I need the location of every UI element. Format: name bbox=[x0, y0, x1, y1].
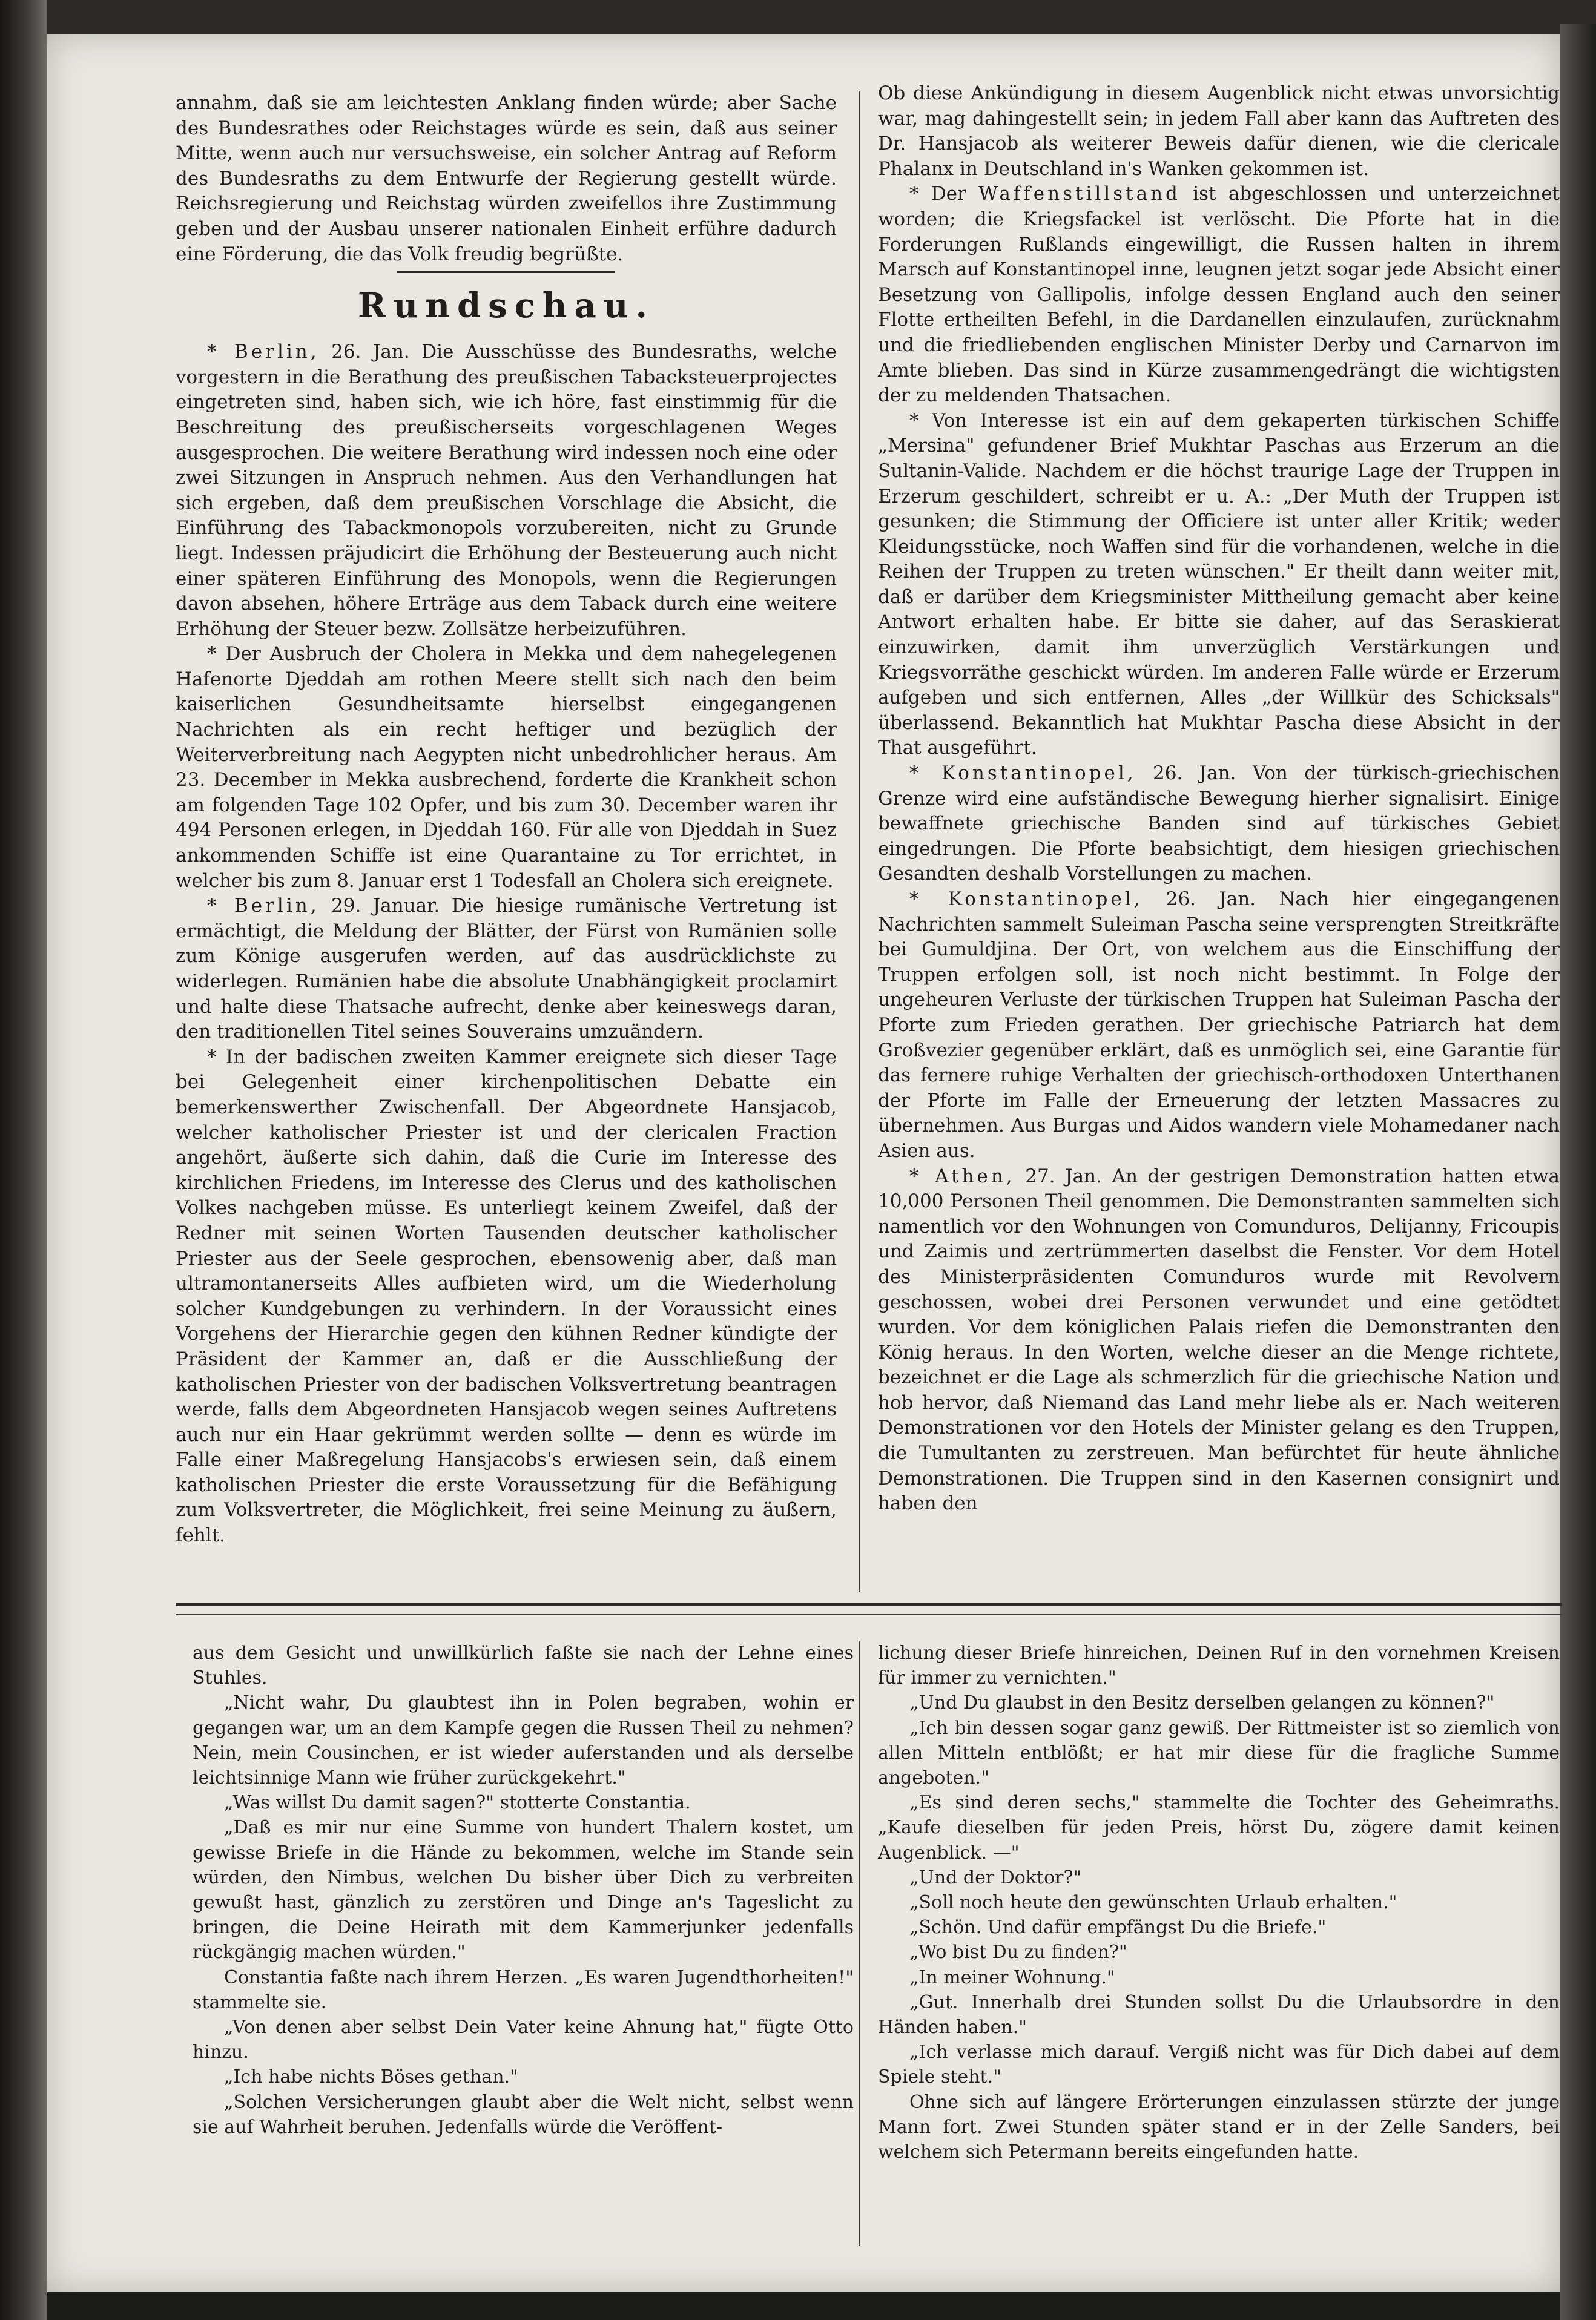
page-edge-bottom bbox=[47, 2292, 1560, 2320]
feuilleton-paragraph: „Ich habe nichts Böses gethan." bbox=[224, 2066, 518, 2088]
feuilleton-separator bbox=[176, 1603, 1562, 1606]
feuilleton-paragraph: Constantia faßte nach ihrem Herzen. „Es waren Jugendthorheiten!" stammelte sie. bbox=[193, 1966, 854, 2013]
column-right bbox=[878, 81, 1560, 1517]
news-lead: * Der bbox=[909, 183, 966, 205]
column-rule-top bbox=[859, 91, 860, 1592]
news-item-cholera: * Der Ausbruch der Cholera in Mekka und dem nahegelegenen Hafenorte Djeddah am rothen Meere stellt sich nach den beim kaiserlichen Gesundheitsamte hierselbst eingegangenen Nachrichten als ein recht heftiger und bezüglich der Weiterverbreitung nach Aegypten nicht unbedrohlicher heraus. Am 23. December in Mekka ausbrechend, forderte die Krankheit schon am folgenden Tage 102 Opfer, und bis zum 30. December waren ihr 494 Personen erlegen, in Djeddah 160. Für alle von Djeddah in Suez ankommenden Schiffe ist eine Quarantaine zu Tor errichtet, in welcher bis zum 8. Januar erst 1 Todesfall an Cholera sich ereignete. bbox=[176, 643, 837, 892]
news-item-berlin-26 bbox=[176, 340, 837, 642]
news-item-athens bbox=[878, 1164, 1560, 1517]
news-text: ist abgeschlossen und unterzeichnet worden; die Kriegsfackel ist verlöscht. Die Pforte hat in die Forderungen Rußlands eingewilligt, die Russen halten in ihrem Marsch auf Konstantinopel inne, leugnen jetzt sogar jede Absicht einer Besetzung von Gallipolis, infolge dessen England auch den seiner Flotte ertheilten Befehl, in die Dardanellen einzulaufen, zurücknahm und die friedliebenden englischen Minister Derby und Carnarvon im Amte blieben. Das sind in Kürze zusammengedrängt die wichtigsten der zu meldenden Thatsachen. bbox=[878, 183, 1560, 407]
column-left bbox=[176, 91, 837, 1549]
feuilleton-paragraph: „Ich bin dessen sogar ganz gewiß. Der Rittmeister ist so ziemlich von allen Mitteln entblößt; er hat mir diese für die fragliche Summe angeboten." bbox=[878, 1717, 1560, 1789]
feuilleton-paragraph: lichung dieser Briefe hinreichen, Deinen Ruf in den vornehmen Kreisen für immer zu vernichten." bbox=[878, 1643, 1560, 1689]
feuilleton-paragraph: „Wo bist Du zu finden?" bbox=[909, 1942, 1127, 1963]
feuilleton-column-right bbox=[878, 1641, 1560, 2164]
news-item-baden: * In der badischen zweiten Kammer ereignete sich dieser Tage bei Gelegenheit einer kirchenpolitischen Debatte ein bemerkenswerther Zwischenfall. Der Abgeordnete Hansjacob, welcher katholischer Priester ist und der clericalen Fraction angehört, äußerte sich dahin, daß die Curie im Interesse des kirchlichen Friedens, im Interesse des Clerus und des katholischen Volkes nachgeben müsse. Es unterliegt keinem Zweifel, daß der Redner mit seinen Worten Tausenden deutscher katholischer Priester aus der Seele gesprochen, ebensowenig aber, daß man ultramontanerseits Alles aufbieten wird, um die Wiederholung solcher Kundgebungen zu verhindern. In der Voraussicht eines Vorgehens der Hierarchie gegen den kühnen Redner kündigte der Präsident der Kammer an, daß er die Ausschließung der katholischen Priester von der badischen Volksvertretung beantragen werde, falls dem Abgeordneten Hansjacob wegen seines Auftretens auch nur ein Haar gekrümmt werden sollte — denn es würde im Falle einer Maßregelung Hansjacobs's erwiesen sein, daß einem katholischen Priester die erste Voraussetzung für die Befähigung zum Volksvertreter, die Möglichkeit, frei seine Meinung zu äußern, fehlt. bbox=[176, 1046, 837, 1547]
feuilleton-separator-thin bbox=[176, 1614, 1562, 1615]
dateline-place: * Konstantinopel, bbox=[909, 888, 1143, 910]
dateline-place: * Berlin, bbox=[207, 341, 320, 363]
feuilleton-paragraph: „Ich verlasse mich darauf. Vergiß nicht was für Dich dabei auf dem Spiele steht." bbox=[878, 2042, 1560, 2088]
feuilleton-paragraph: „Was willst Du damit sagen?" stotterte Constantia. bbox=[224, 1792, 691, 1814]
news-continuation: Ob diese Ankündigung in diesem Augenblick nicht etwas unvorsichtig war, mag dahingestellt sein; in jedem Fall aber kann das Auftreten des Dr. Hansjacob als weiterer Beweis dafür dienen, wie die clericale Phalanx in Deutschland in's Wanken gekommen ist. bbox=[878, 82, 1560, 180]
feuilleton-column-left bbox=[193, 1641, 854, 2140]
feuilleton-paragraph: „Von denen aber selbst Dein Vater keine Ahnung hat," fügte Otto hinzu. bbox=[193, 2017, 854, 2063]
news-item-constantinople-1 bbox=[878, 761, 1560, 887]
feuilleton-paragraph: „Solchen Versicherungen glaubt aber die Welt nicht, selbst wenn sie auf Wahrheit beruhen. Jedenfalls würde die Veröffent- bbox=[193, 2091, 854, 2138]
feuilleton-paragraph: „Schön. Und dafür empfängst Du die Briefe." bbox=[909, 1917, 1327, 1939]
news-text: 27. Jan. An der gestrigen Demonstration hatten etwa 10,000 Personen Theil genommen. Die Demonstranten sammelten sich namentlich vor den Wohnungen von Comunduros, Delijanny, Fricoupis und Zaimis und zertrümmerten daselbst die Fenster. Vor dem Hotel des Ministerpräsidenten Comunduros wurde mit Revolvern geschossen, wobei drei Personen verwundet und eine getödtet wurden. Vor dem königlichen Palais riefen die Demonstranten den König heraus. In den Worten, welche dieser an die Menge richtete, bezeichnet er die Lage als schmerzlich für die griechische Nation und hob hervor, daß Niemand das Land mehr liebe als er. Nach weiteren Demonstrationen vor den Hotels der Minister gelang es den Truppen, die Tumultanten zu zerstreuen. Man befürchtet für heute ähnliche Demonstrationen. Die Truppen sind in den Kasernen consignirt und haben den bbox=[878, 1165, 1560, 1515]
news-text: 26. Jan. Von der türkisch-griechischen Grenze wird eine aufständische Bewegung hierher signalisirt. Einige bewaffnete griechische Banden sind auf türkisches Gebiet eingedrungen. Die Pforte beabsichtigt, dem hiesigen griechischen Gesandten deshalb Vorstellungen zu machen. bbox=[878, 762, 1560, 885]
feuilleton-paragraph: „In meiner Wohnung." bbox=[909, 1966, 1115, 1988]
column-rule-bottom bbox=[859, 1641, 860, 2246]
feuilleton-paragraph: „Und der Doktor?" bbox=[909, 1867, 1082, 1888]
news-keyword: Waffenstillstand bbox=[978, 183, 1181, 205]
section-title: Rundschau. bbox=[358, 286, 655, 326]
dateline-place: * Konstantinopel, bbox=[909, 762, 1136, 785]
dateline-place: * Berlin, bbox=[207, 895, 320, 917]
feuilleton-paragraph: „Gut. Innerhalb drei Stunden sollst Du die Urlaubsordre in den Händen haben." bbox=[878, 1991, 1560, 2038]
feuilleton-paragraph: „Daß es mir nur eine Summe von hundert Thalern kostet, um gewisse Briefe in die Hände zu bekommen, welche im Stande sein würden, den Nimbus, welchen Du bisher über Dich zu verbreiten gewußt hast, gänzlich zu zerstören und Dinge an's Tageslicht zu bringen, die Deine Heirath mit dem Kammerjunker jedenfalls rückgängig machen würden." bbox=[193, 1817, 854, 1963]
feuilleton-paragraph: Ohne sich auf längere Erörterungen einzulassen stürzte der junge Mann fort. Zwei Stunden später stand er in der Zelle Sanders, bei welchem sich Petermann bereits eingefunden hatte. bbox=[878, 2091, 1560, 2163]
dateline-place: * Athen, bbox=[909, 1165, 1015, 1187]
news-item-berlin-29 bbox=[176, 894, 837, 1045]
feuilleton-paragraph: aus dem Gesicht und unwillkürlich faßte sie nach der Lehne eines Stuhles. bbox=[193, 1643, 854, 1689]
intro-paragraph: annahm, daß sie am leichtesten Anklang finden würde; aber Sache des Bundesrathes oder Reichstages würde es sein, daß aus seiner Mitte, wenn auch nur versuchsweise, ein solcher Antrag auf Reform des Bundesraths zu dem Entwurfe der Regierung gestellt würde. Reichsregierung und Reichstag würden zweifellos ihre Zustimmung geben und der Ausbau unserer nationalen Einheit erführe dadurch eine Förderung, die das Volk freudig begrüßte. bbox=[176, 92, 837, 265]
news-text: 26. Jan. Die Ausschüsse des Bundesraths, welche vorgestern in die Berathung des preußischen Tabacksteuerprojectes eingetreten sind, haben sich, wie ich höre, fast einstimmig für die Beschreitung des preußischerseits vorgeschlagenen Weges ausgesprochen. Die weitere Berathung wird indessen noch eine oder zwei Sitzungen in Anspruch nehmen. Aus den Verhandlungen hat sich ergeben, daß dem preußischen Vorschlage die Absicht, die Einführung des Tabackmonopols vorzubereiten, nicht zu Grunde liegt. Indessen präjudicirt die Erhöhung der Besteuerung auch nicht einer späteren Einführung des Monopols, wenn die Regierungen davon absehen, höhere Erträge aus dem Taback durch eine weitere Erhöhung der Steuer bezw. Zollsätze herbeizuführen. bbox=[176, 341, 837, 640]
news-text: 29. Januar. Die hiesige rumänische Vertretung ist ermächtigt, die Meldung der Blätter, der Fürst von Rumänien solle zum Könige ausgerufen werden, auf das ausdrücklichste zu widerlegen. Rumänien habe die absolute Unabhängigkeit proclamirt und halte diese Thatsache aufrecht, denke aber keineswegs daran, den traditionellen Titel seines Souverains umzuändern. bbox=[176, 895, 837, 1043]
feuilleton-paragraph: „Nicht wahr, Du glaubtest ihn in Polen begraben, wohin er gegangen war, um an dem Kampfe gegen die Russen Theil zu nehmen? Nein, mein Cousinchen, er ist wieder auferstanden und als derselbe leichtsinnige Mann wie früher zurückgekehrt." bbox=[193, 1692, 854, 1789]
book-spine bbox=[0, 0, 47, 2320]
feuilleton-paragraph: „Es sind deren sechs," stammelte die Tochter des Geheimraths. „Kaufe dieselben für jeden Preis, hörst Du, zögere damit keinen Augenblick. —" bbox=[878, 1792, 1560, 1864]
feuilleton-paragraph: „Und Du glaubst in den Besitz derselben gelangen zu können?" bbox=[909, 1692, 1495, 1714]
feuilleton-paragraph: „Soll noch heute den gewünschten Urlaub erhalten." bbox=[909, 1892, 1397, 1914]
section-rule bbox=[397, 271, 615, 273]
news-item-mersina: * Von Interesse ist ein auf dem gekaperten türkischen Schiffe „Mersina" gefundener Brief Mukhtar Paschas aus Erzerum an die Sultanin-Valide. Nachdem er die höchst traurige Lage der Truppen in Erzerum geschildert, schreibt er u. A.: „Der Muth der Truppen ist gesunken; die Stimmung der Officiere ist unter aller Kritik; weder Kleidungsstücke, noch Waffen sind für die vorhandenen, welche in die Reihen der Truppen zu treten wünschen." Er theilt dann weiter mit, daß er darüber dem Kriegsminister Mittheilung gemacht aber keine Antwort erhalten habe. Er bitte sie daher, auf das Seraskierat einzuwirken, damit ihm unverzüglich Verstärkungen und Kriegsvorräthe geschickt würden. Im anderen Falle würde er Erzerum aufgeben und sich entfernen, Alles „der Willkür des Schicksals" überlassend. Bekanntlich hat Mukhtar Pascha diese Absicht in der That ausgeführt. bbox=[878, 409, 1560, 759]
news-text: 26. Jan. Nach hier eingegangenen Nachrichten sammelt Suleiman Pascha seine versprengten Streitkräfte bei Gumuldjina. Der Ort, von welchem aus die Einschiffung der Truppen erfolgen soll, ist noch nicht bestimmt. In Folge der ungeheuren Verluste der türkischen Truppen hat Suleiman Pascha der Pforte zum Frieden gerathen. Der griechische Patriarch hat dem Großvezier gegenüber erklärt, daß es unmöglich sei, eine Garantie für das fernere ruhige Verhalten der griechisch-orthodoxen Unterthanen der Pforte im Falle der Erneuerung der letzten Massacres zu übernehmen. Aus Burgas und Aidos wandern viele Mohamedaner nach Asien aus. bbox=[878, 888, 1560, 1162]
news-item-armistice bbox=[878, 182, 1560, 408]
page-edge-right bbox=[1560, 24, 1596, 2320]
news-item-constantinople-2 bbox=[878, 887, 1560, 1164]
